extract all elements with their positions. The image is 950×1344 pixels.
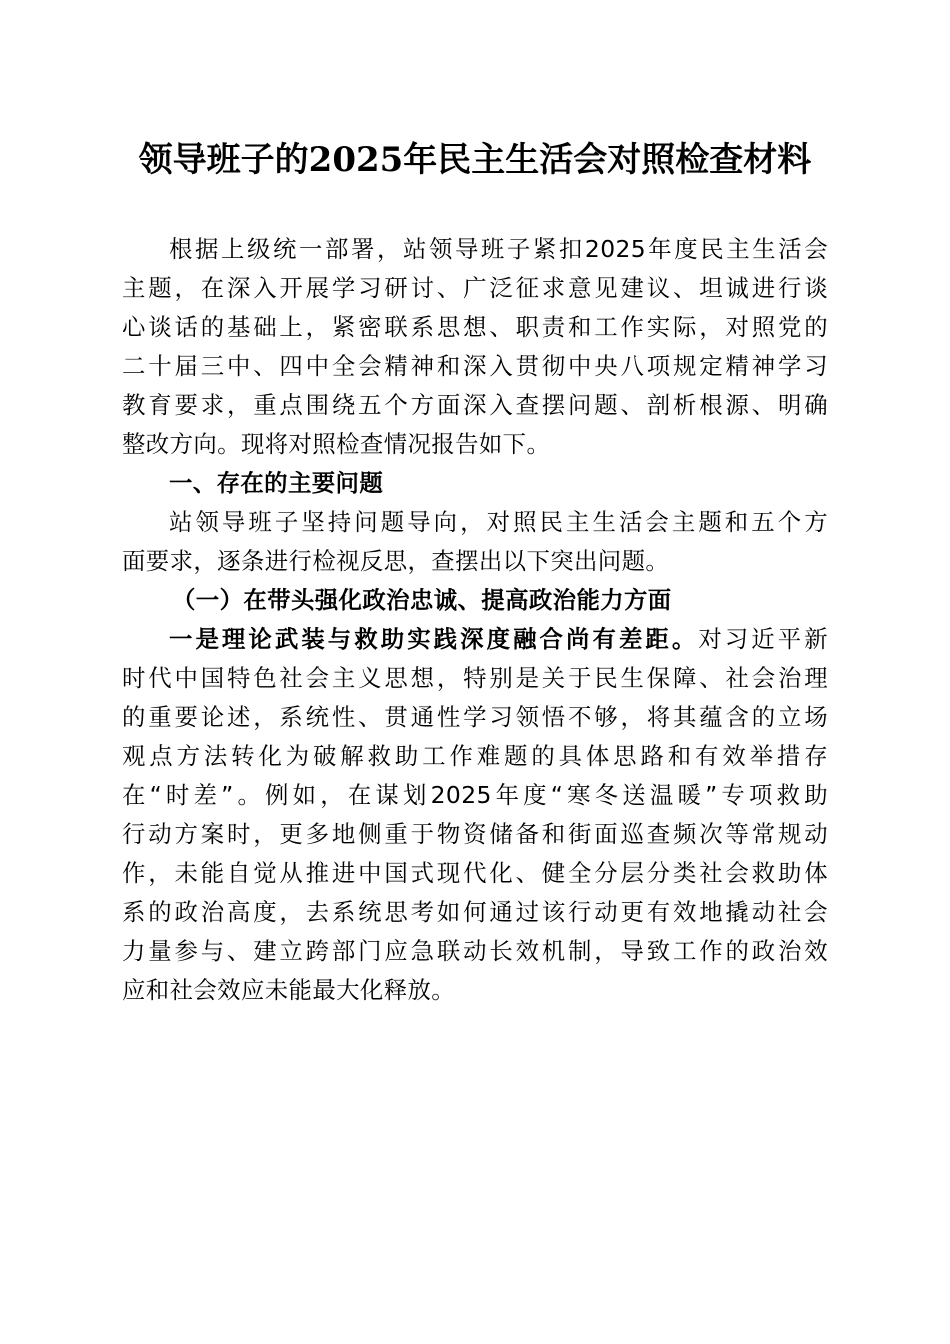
intro-paragraph	[122, 230, 828, 464]
text-line: 力量参与、建立跨部门应急联动长效机制，导致工作的政治效	[122, 937, 828, 965]
section-intro-paragraph	[122, 503, 828, 581]
text-line: 主题，在深入开展学习研讨、广泛征求意见建议、坦诚进行谈	[122, 274, 828, 302]
text-line: 在“时差”。例如，在谋划2025年度“寒冬送温暖”专项救助	[122, 781, 828, 809]
text-line	[122, 620, 828, 659]
text-line: 作，未能自觉从推进中国式现代化、健全分层分类社会救助体	[122, 859, 828, 887]
text-line: 行动方案时，更多地侧重于物资储备和街面巡查频次等常规动	[122, 820, 828, 848]
text-line: 应和社会效应未能最大化释放。	[122, 976, 456, 1004]
text-line: 整改方向。现将对照检查情况报告如下。	[122, 430, 551, 458]
text-line: 系的政治高度，去系统思考如何通过该行动更有效地撬动社会	[122, 898, 828, 926]
text-line: 站领导班子坚持问题导向，对照民主生活会主题和五个方	[169, 508, 828, 536]
text-line: 的重要论述，系统性、贯通性学习领悟不够，将其蕴含的立场	[122, 703, 828, 731]
point-lead: 一是理论武装与救助实践深度融合尚有差距。	[169, 625, 699, 653]
point-lead-rest: 对习近平新	[698, 625, 829, 653]
text-line: 根据上级统一部署，站领导班子紧扣2025年度民主生活会	[169, 235, 828, 263]
section-heading: 一、存在的主要问题	[169, 469, 384, 497]
text-line: 教育要求，重点围绕五个方面深入查摆问题、剖析根源、明确	[122, 391, 828, 419]
text-line: 心谈话的基础上，紧密联系思想、职责和工作实际，对照党的	[122, 313, 828, 341]
text-line: 面要求，逐条进行检视反思，查摆出以下突出问题。	[122, 547, 670, 575]
document-title: 领导班子的2025年民主生活会对照检查材料	[138, 140, 812, 180]
point-paragraph	[122, 620, 828, 1010]
subsection-heading: （一）在带头强化政治忠诚、提高政治能力方面	[172, 586, 672, 614]
document-body	[122, 230, 828, 1010]
text-line: 二十届三中、四中全会精神和深入贯彻中央八项规定精神学习	[122, 352, 828, 380]
text-line: 观点方法转化为破解救助工作难题的具体思路和有效举措存	[122, 742, 828, 770]
text-line: 时代中国特色社会主义思想，特别是关于民生保障、社会治理	[122, 664, 828, 692]
